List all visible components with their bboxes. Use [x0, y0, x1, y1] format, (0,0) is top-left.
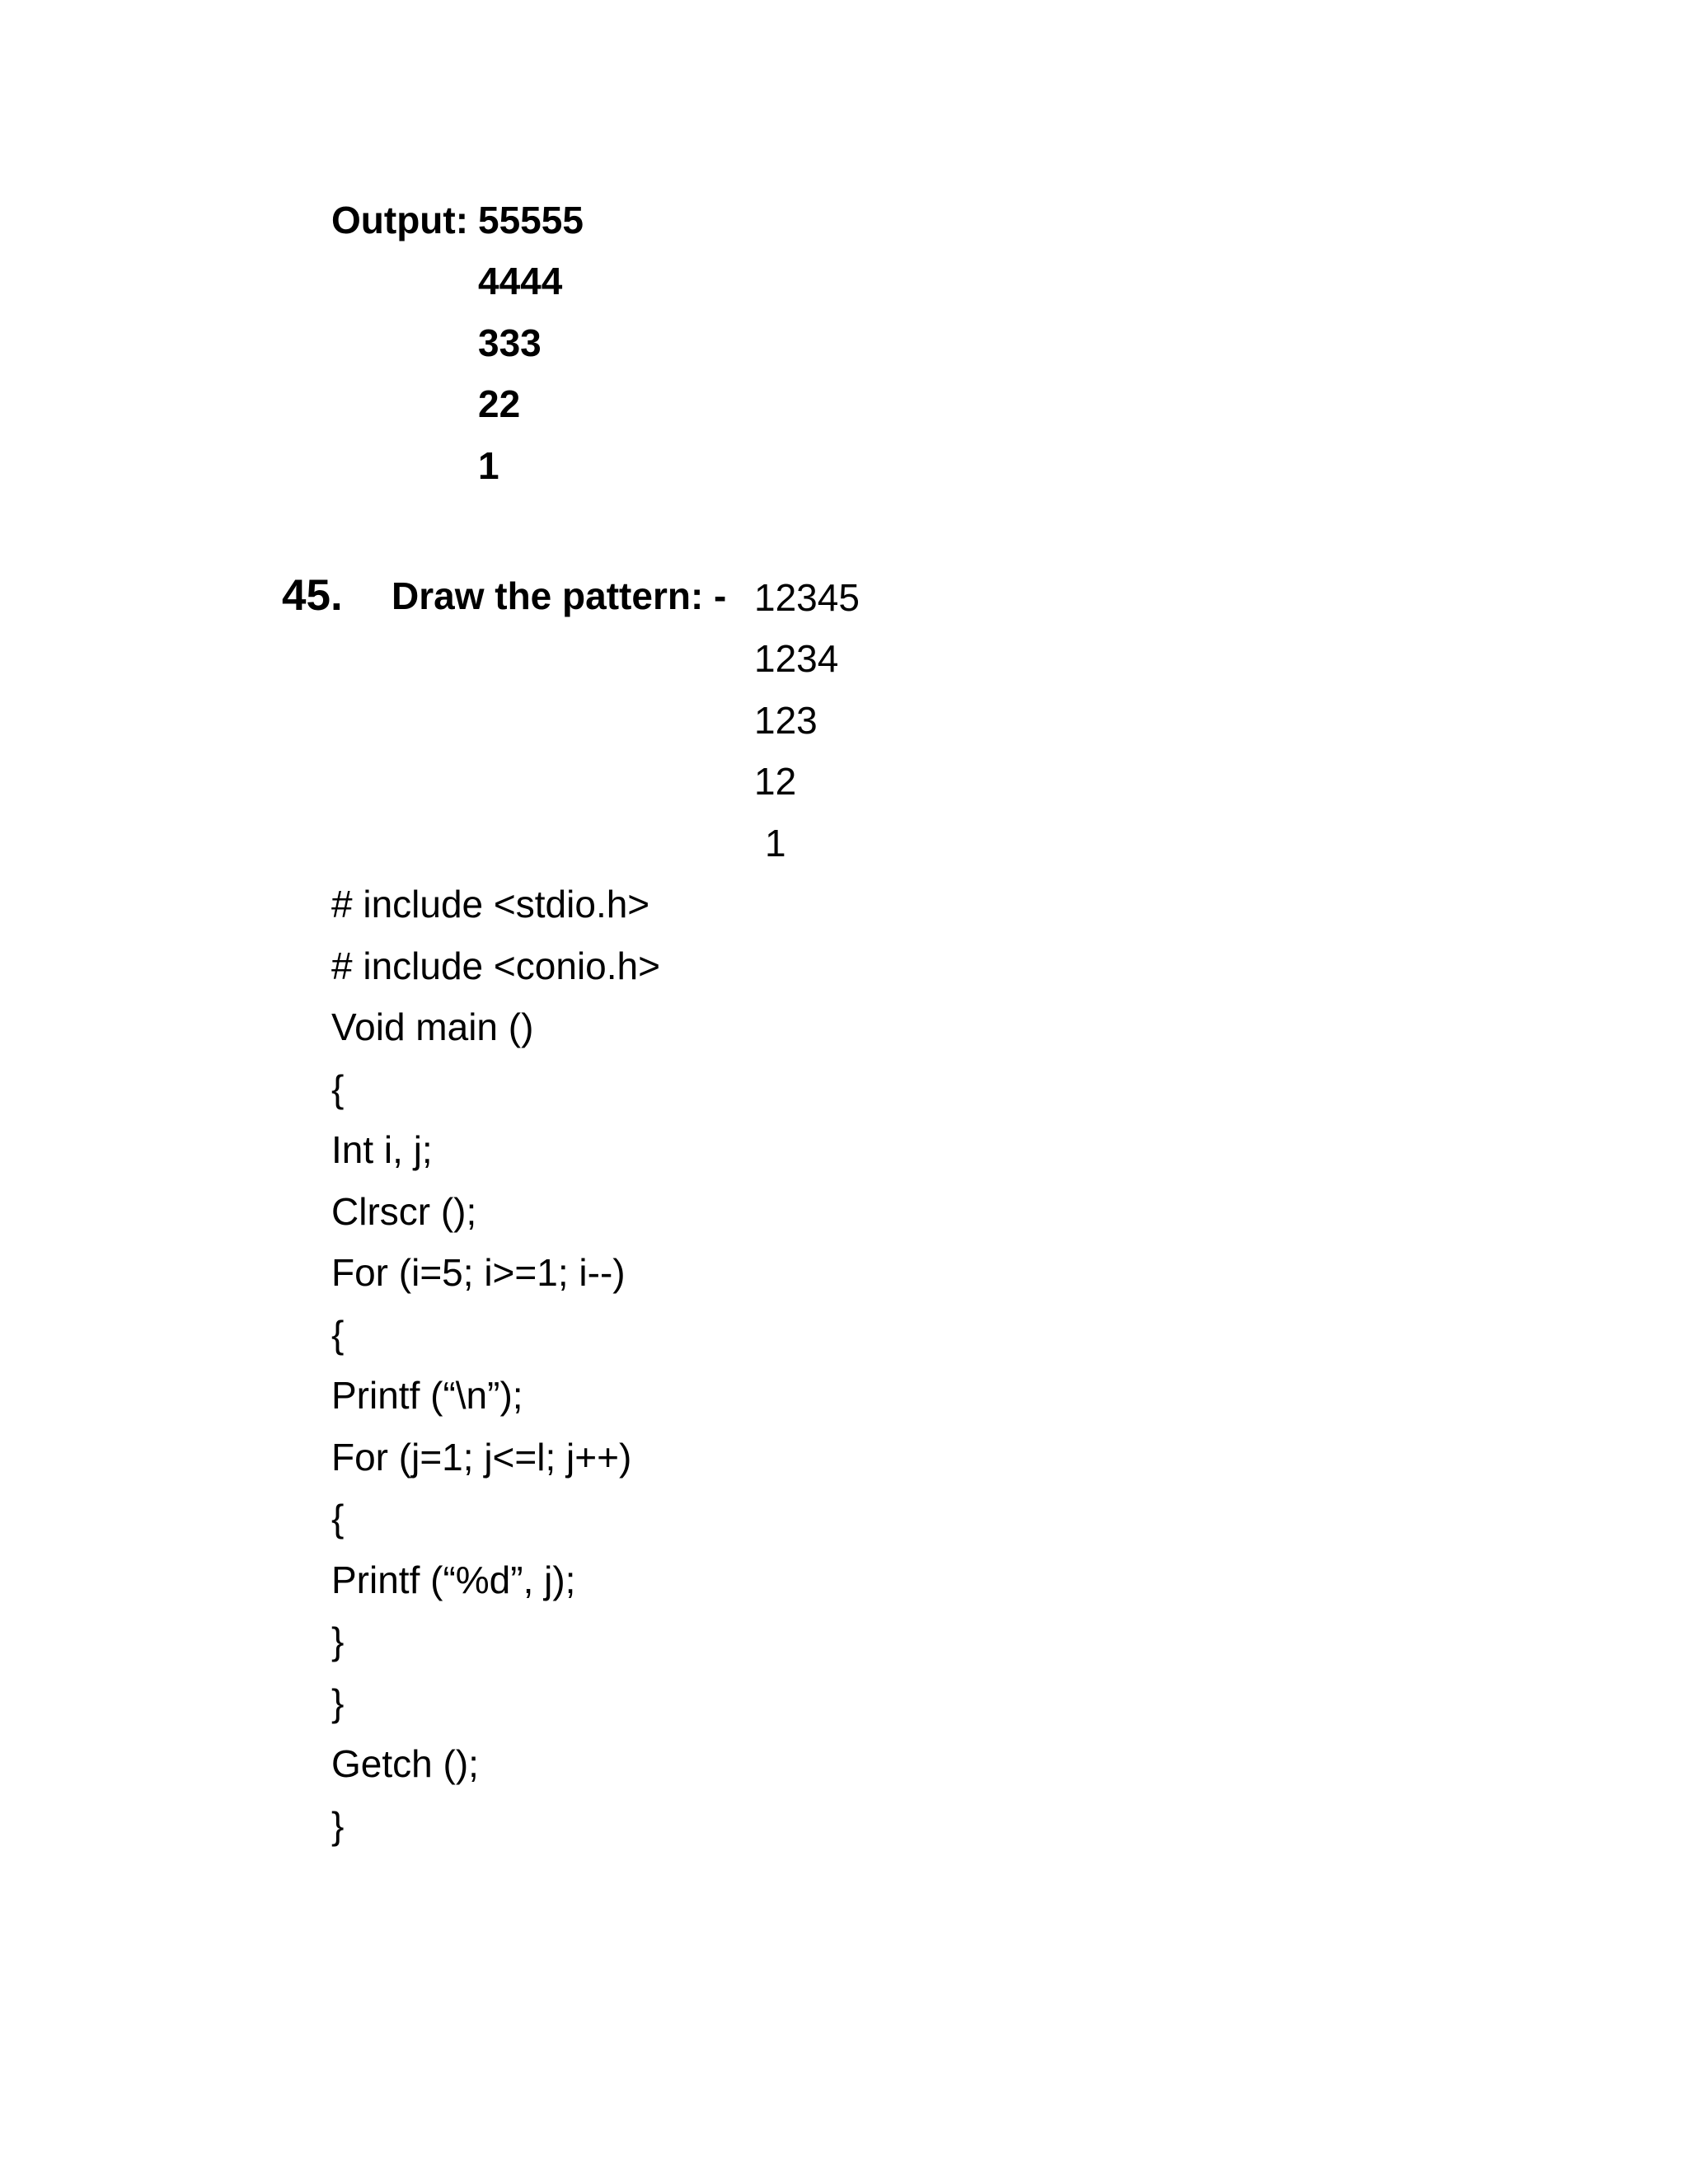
- code-line: }: [331, 1619, 345, 1662]
- code-line: For (i=5; i>=1; i--): [331, 1251, 626, 1294]
- code-line: {: [331, 1067, 345, 1110]
- pattern-line-3: 123: [754, 699, 818, 742]
- code-line: }: [331, 1681, 345, 1724]
- code-line: }: [331, 1804, 345, 1847]
- code-line: Void main (): [331, 1005, 534, 1048]
- output-line-3: 333: [478, 321, 542, 364]
- code-line: {: [331, 1313, 345, 1356]
- code-line: Int i, j;: [331, 1128, 433, 1171]
- pattern-line-1: 12345: [754, 576, 860, 619]
- code-line: # include <stdio.h>: [331, 883, 650, 926]
- output-line-5: 1: [478, 444, 499, 487]
- question-number: 45.: [282, 571, 343, 620]
- code-line: Printf (“%d”, j);: [331, 1558, 576, 1601]
- pattern-line-4: 12: [754, 760, 797, 803]
- output-line-2: 4444: [478, 260, 563, 302]
- pattern-line-5: 1: [765, 822, 786, 865]
- code-line: # include <conio.h>: [331, 944, 660, 987]
- output-line-4: 22: [478, 382, 521, 425]
- code-line: For (j=1; j<=l; j++): [331, 1436, 632, 1479]
- code-line: Clrscr ();: [331, 1190, 477, 1233]
- question-prompt: Draw the pattern: -: [392, 574, 727, 617]
- code-line: {: [331, 1497, 345, 1540]
- code-line: Printf (“\n”);: [331, 1374, 523, 1417]
- pattern-line-2: 1234: [754, 637, 839, 680]
- code-line: Getch ();: [331, 1742, 479, 1785]
- output-label: Output:: [331, 199, 469, 241]
- output-line-1: 55555: [478, 199, 584, 241]
